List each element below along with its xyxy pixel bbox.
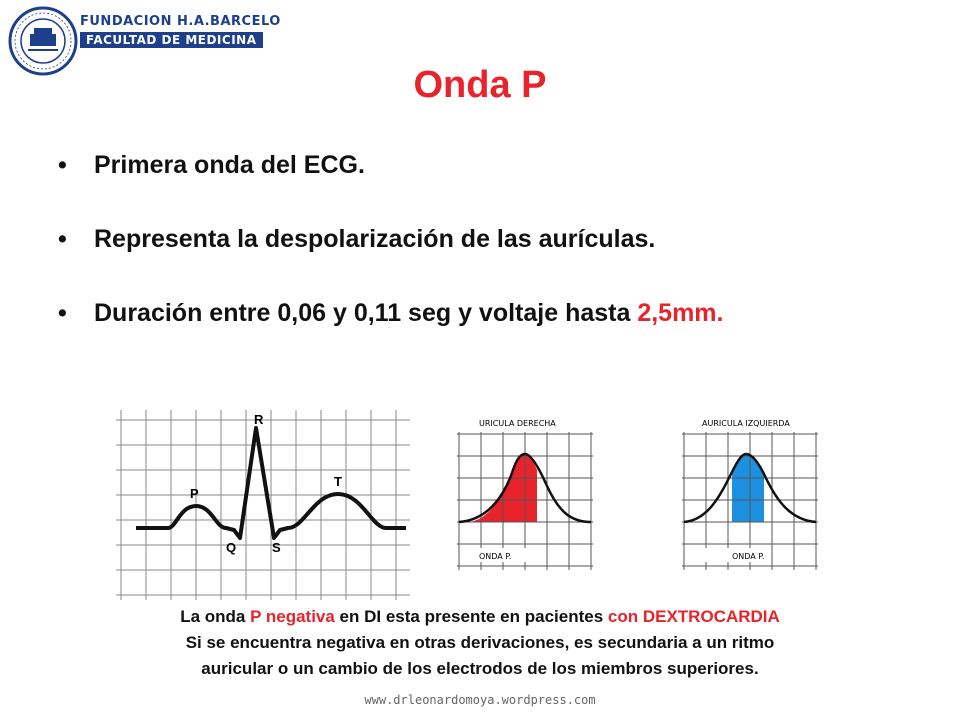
right-atrium-diagram xyxy=(455,412,595,572)
bullet-item xyxy=(58,150,724,180)
ecg-label-s: S xyxy=(272,540,281,555)
dextrocardia-note xyxy=(0,604,960,682)
note-line-2: Si se encuentra negativa en otras derivaciones, es secundaria a un ritmo xyxy=(185,633,775,652)
ecg-diagram xyxy=(116,410,410,600)
left-atrium-caption: ONDA P. xyxy=(732,552,765,561)
brand-name: FUNDACION H.A.BARCELO xyxy=(80,14,281,29)
brand-block xyxy=(80,14,281,49)
bullet-text: Primera onda del ECG. xyxy=(94,151,365,179)
ecg-label-q: Q xyxy=(226,540,237,555)
note-highlight: con DEXTROCARDIA xyxy=(607,607,780,626)
note-line-1 xyxy=(0,604,960,630)
note-text: en DI esta presente en pacientes xyxy=(334,607,608,626)
left-atrium-diagram xyxy=(680,412,820,572)
brand-faculty: FACULTAD DE MEDICINA xyxy=(80,32,263,48)
note-highlight: P negativa xyxy=(250,607,335,626)
note-line-3: auricular o un cambio de los electrodos de los miembros superiores. xyxy=(201,659,759,678)
ecg-grid xyxy=(116,410,410,600)
bullet-item xyxy=(58,298,724,328)
ecg-label-p: P xyxy=(190,486,199,501)
bullet-item xyxy=(58,224,724,254)
left-atrium-title: AURICULA IZQUIERDA xyxy=(702,419,790,428)
bullet-text: Representa la despolarización de las aurículas. xyxy=(94,225,656,253)
slide-title: Onda P xyxy=(413,64,547,106)
voltage-highlight: 2,5mm. xyxy=(637,299,724,327)
note-text: La onda xyxy=(180,607,251,626)
ecg-label-t: T xyxy=(334,474,342,489)
right-atrium-title: URICULA DERECHA xyxy=(479,419,556,428)
right-atrium-caption: ONDA P. xyxy=(479,552,512,561)
ecg-label-r: R xyxy=(254,412,264,427)
watermark-url: www.drleonardomoya.wordpress.com xyxy=(364,693,596,707)
bullet-text: Duración entre 0,06 y 0,11 seg y voltaje hasta xyxy=(94,299,638,327)
bullet-list xyxy=(58,150,724,372)
